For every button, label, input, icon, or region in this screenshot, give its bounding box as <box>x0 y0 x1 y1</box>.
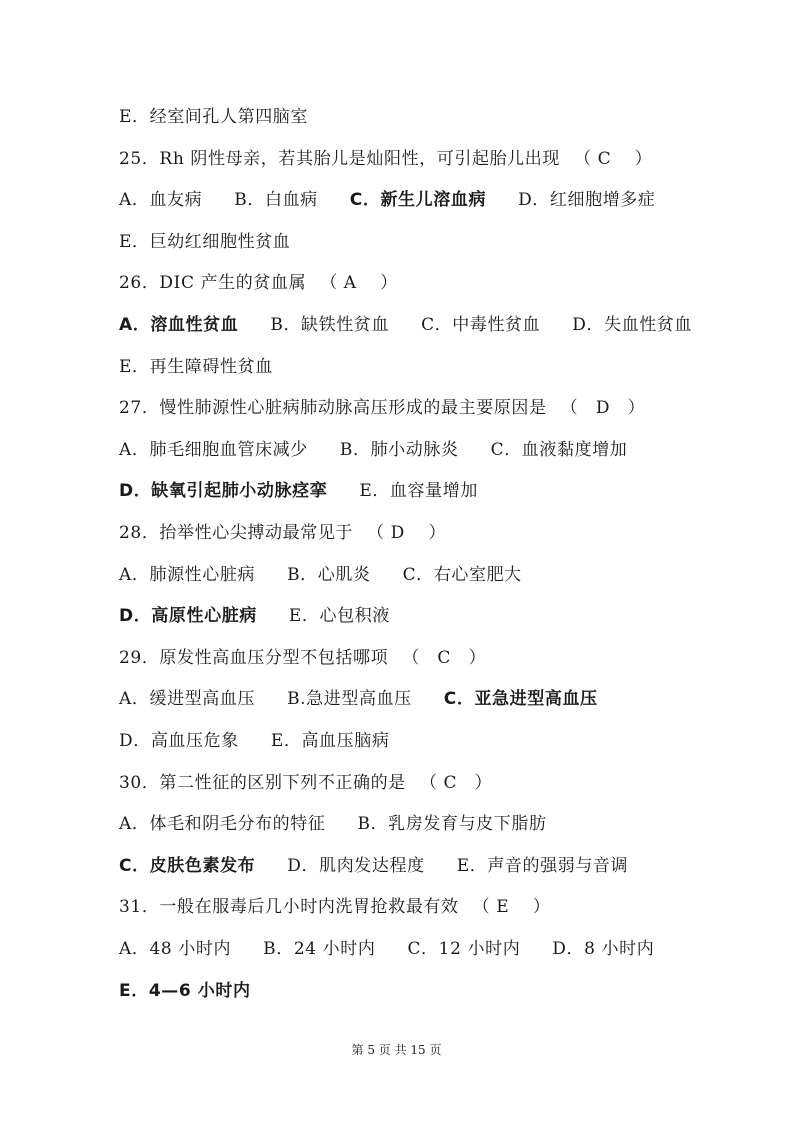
option: C．右心室肥大 <box>402 564 522 585</box>
options-line <box>119 601 753 631</box>
option: E．再生障碍性贫血 <box>119 356 273 377</box>
option: D．高血压危象 <box>119 731 239 751</box>
options-line <box>119 726 753 756</box>
option: E．心包积液 <box>288 606 390 627</box>
correct-option: A．溶血性贫血 <box>119 315 239 335</box>
option: E．巨幼红细胞性贫血 <box>119 231 291 252</box>
option: E．血容量增加 <box>359 481 478 502</box>
options-line <box>119 310 753 340</box>
option: D．8 小时内 <box>552 939 655 959</box>
options-line <box>119 934 753 964</box>
question-text: 29．原发性高血压分型不包括哪项 <box>119 647 389 668</box>
correct-option: C．皮肤色素发布 <box>119 855 256 876</box>
option: A．血友病 <box>119 190 203 211</box>
question-text: 25．Rh 阴性母亲，若其胎儿是灿阳性，可引起胎儿出现 <box>119 148 560 169</box>
option: A．肺毛细胞血管床减少 <box>119 439 308 460</box>
option: A．48 小时内 <box>119 939 232 959</box>
question-line <box>119 144 753 174</box>
question-text: 26．DIC 产生的贫血属 <box>119 273 307 294</box>
option: A．缓进型高血压 <box>119 689 256 710</box>
answer-mark: （ A ） <box>320 273 398 294</box>
question-text: 27．慢性肺源性心脏病肺动脉高压形成的最主要原因是 <box>119 398 547 419</box>
options-line <box>119 684 753 714</box>
answer-mark: （ D ） <box>560 398 646 419</box>
option: C．中毒性贫血 <box>421 315 541 335</box>
options-line <box>119 102 753 132</box>
question-text: 28．抬举性心尖搏动最常见于 <box>119 523 354 543</box>
options-line <box>119 352 753 382</box>
options-line <box>119 976 753 1006</box>
answer-mark: （ E ） <box>472 897 551 918</box>
option: A．体毛和阴毛分布的特征 <box>119 814 326 835</box>
option: B．白血病 <box>234 190 318 211</box>
options-line <box>119 560 753 590</box>
question-text: 31．一般在服毒后几小时内洗胃抢救最有效 <box>119 897 459 918</box>
option: B．肺小动脉炎 <box>339 439 459 460</box>
option: D．红细胞增多症 <box>518 190 656 211</box>
question-text: 30．第二性征的区别下列不正确的是 <box>119 772 406 793</box>
question-line <box>119 768 753 798</box>
options-line <box>119 435 753 465</box>
answer-mark: （ C ） <box>402 647 487 668</box>
options-line <box>119 185 753 215</box>
option: B．24 小时内 <box>263 939 376 959</box>
option: B.急进型高血压 <box>287 689 412 710</box>
option: E．经室间孔人第四脑室 <box>119 107 309 127</box>
options-line <box>119 809 753 839</box>
option: C．血液黏度增加 <box>490 439 628 460</box>
correct-option: E．4—6 小时内 <box>119 980 251 1001</box>
page-footer: 第 5 页 共 15 页 <box>351 1043 442 1057</box>
option: D．肌肉发达程度 <box>287 855 425 876</box>
correct-option: C．亚急进型高血压 <box>443 689 598 710</box>
question-line <box>119 393 753 423</box>
question-line <box>119 892 753 922</box>
answer-mark: （ C ） <box>419 772 493 793</box>
options-line <box>119 227 753 257</box>
option: D．失血性贫血 <box>572 315 693 335</box>
question-line <box>119 518 753 548</box>
correct-option: C．新生儿溶血病 <box>349 190 487 211</box>
question-line <box>119 268 753 298</box>
answer-mark: （ D ） <box>367 523 447 543</box>
options-line <box>119 851 753 881</box>
options-line <box>119 476 753 506</box>
option: B．乳房发育与皮下脂肪 <box>357 814 547 835</box>
question-line <box>119 643 753 673</box>
answer-mark: （ C ） <box>573 148 653 169</box>
correct-option: D．高原性心脏病 <box>119 606 257 627</box>
option: B．缺铁性贫血 <box>270 315 390 335</box>
option: B．心肌炎 <box>287 564 371 585</box>
correct-option: D．缺氧引起肺小动脉痉挛 <box>119 481 328 502</box>
option: A．肺源性心脏病 <box>119 564 256 585</box>
option: C．12 小时内 <box>407 939 521 959</box>
option: E．高血压脑病 <box>270 731 390 751</box>
option: E．声音的强弱与音调 <box>456 855 629 876</box>
